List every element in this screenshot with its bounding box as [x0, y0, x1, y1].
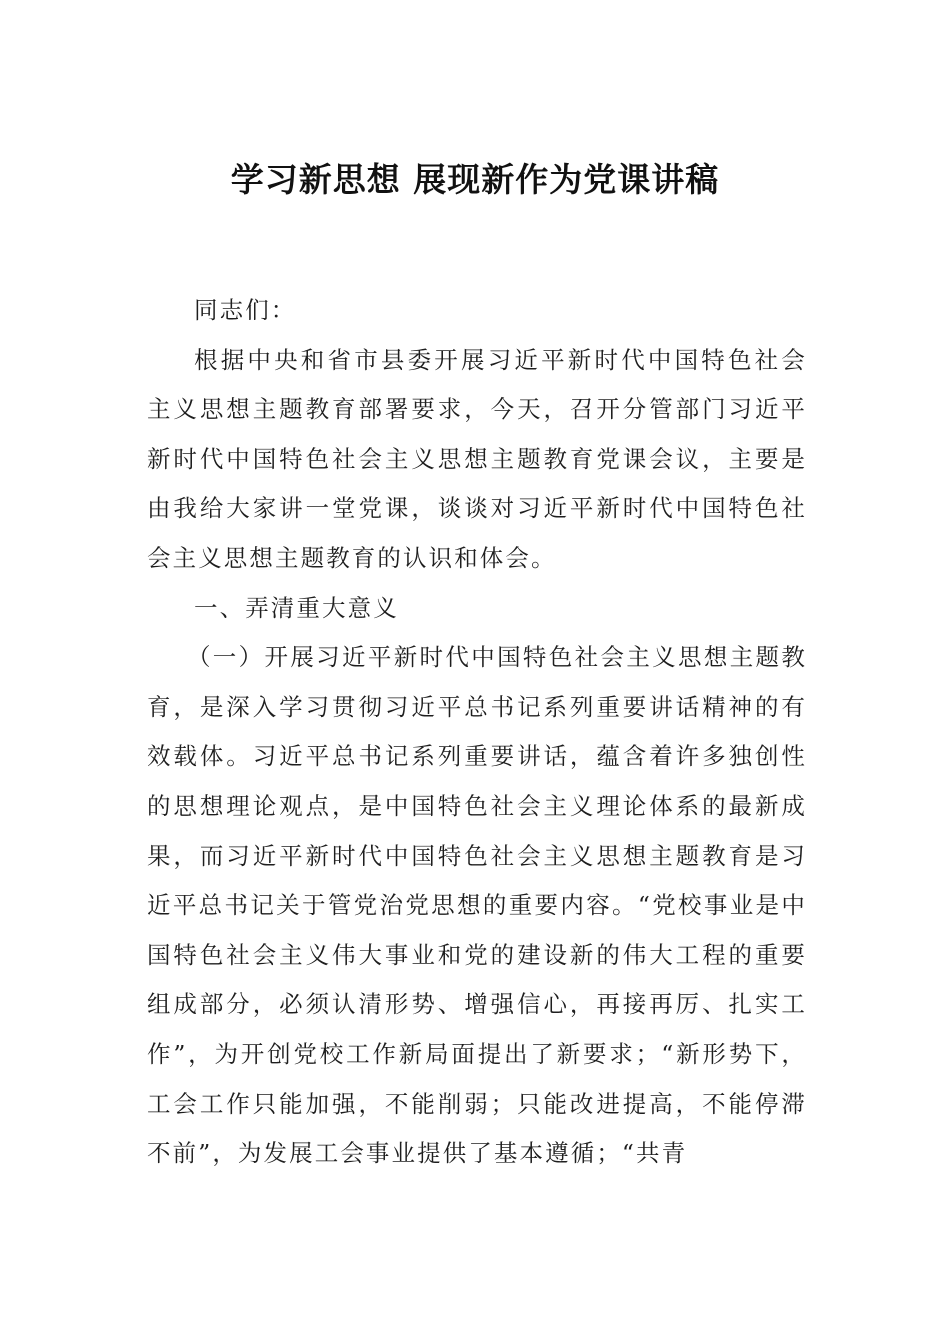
- salutation: 同志们：: [194, 296, 297, 324]
- section-heading: 一、弄清重大意义: [194, 593, 399, 622]
- intro-paragraph: 根据中央和省市县委开展习近平新时代中国特色社会主义思想主题教育部署要求，今天，召开分管部门习近平新时代中国特色社会主义思想主题教育党课会议，主要是由我给大家讲一堂党课，谈谈对习近平新时代中国特色社会主义思想主题教育的认识和体会。: [147, 345, 807, 572]
- document-title: 学习新思想 展现新作为党课讲稿: [230, 160, 720, 199]
- section-paragraph: （一）开展习近平新时代中国特色社会主义思想主题教育，是深入学习贯彻习近平总书记系列重要讲话精神的有效载体。习近平总书记系列重要讲话，蕴含着许多独创性的思想理论观点，是中国特色社会主义理论体系的最新成果，而习近平新时代中国特色社会主义思想主题教育是习近平总书记关于管党治党思想的重要内容。“党校事业是中国特色社会主义伟大事业和党的建设新的伟大工程的重要组成部分，必须认清形势、增强信心，再接再厉、扎实工作”，为开创党校工作新局面提出了新要求；“新形势下，工会工作只能加强，不能削弱；只能改进提高，不能停滞不前”，为发展工会事业提供了基本遵循；“共青: [147, 643, 807, 1168]
- document-body: [147, 286, 807, 1179]
